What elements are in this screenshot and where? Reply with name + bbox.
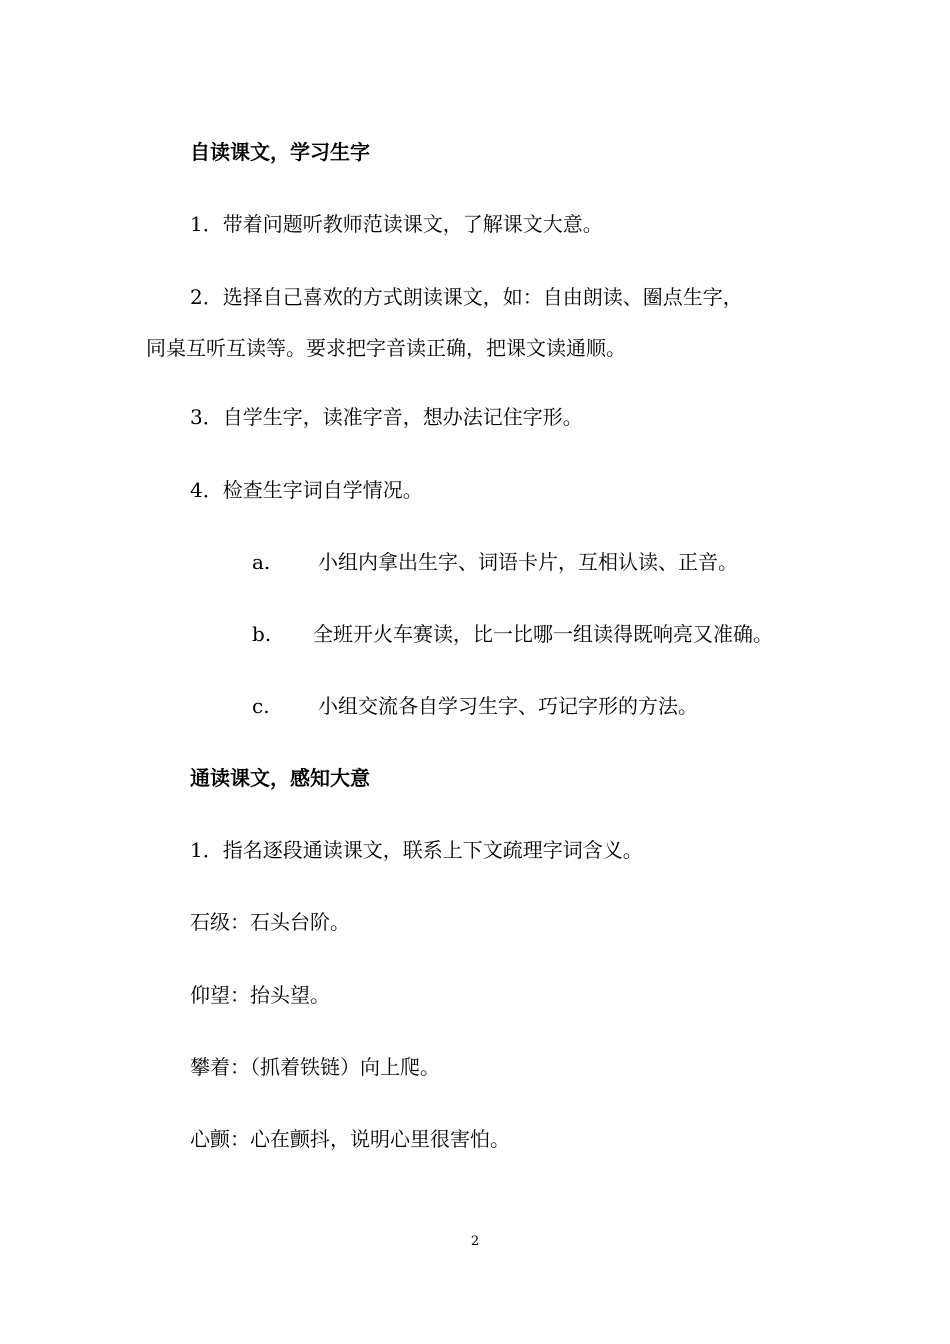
paragraph-read-through-step-1: 1．指名逐段通读课文，联系上下文疏理字词含义。: [190, 838, 643, 862]
paragraph-step-2-line-1: 2．选择自己喜欢的方式朗读课文，如：自由朗读、圈点生字，: [190, 285, 743, 309]
page-number: 2: [470, 1234, 480, 1249]
paragraph-step-1: 1．带着问题听教师范读课文，了解课文大意。: [190, 212, 603, 236]
glossary-entry: 仰望：抬头望。: [190, 983, 330, 1007]
section-heading-self-study: 自读课文，学习生字: [190, 140, 370, 164]
section-heading-read-through: 通读课文，感知大意: [190, 766, 370, 790]
paragraph-step-2-line-2: 同桌互听互读等。要求把字音读正确，把课文读通顺。: [146, 336, 626, 360]
subitem-marker-a: a.: [252, 550, 271, 574]
subitem-text-a: 小组内拿出生字、词语卡片，互相认读、正音。: [318, 550, 738, 574]
subitem-marker-b: b.: [252, 622, 272, 646]
paragraph-step-4: 4．检查生字词自学情况。: [190, 478, 423, 502]
subitem-marker-c: c.: [252, 694, 270, 718]
glossary-entry: 石级：石头台阶。: [190, 910, 350, 934]
subitem-text-b: 全班开火车赛读，比一比哪一组读得既响亮又准确。: [313, 622, 773, 646]
glossary-entry: 心颤：心在颤抖，说明心里很害怕。: [190, 1127, 510, 1151]
glossary-entry: 攀着：（抓着铁链）向上爬。: [190, 1055, 440, 1079]
subitem-text-c: 小组交流各自学习生字、巧记字形的方法。: [318, 694, 698, 718]
paragraph-step-3: 3．自学生字，读准字音，想办法记住字形。: [190, 405, 583, 429]
